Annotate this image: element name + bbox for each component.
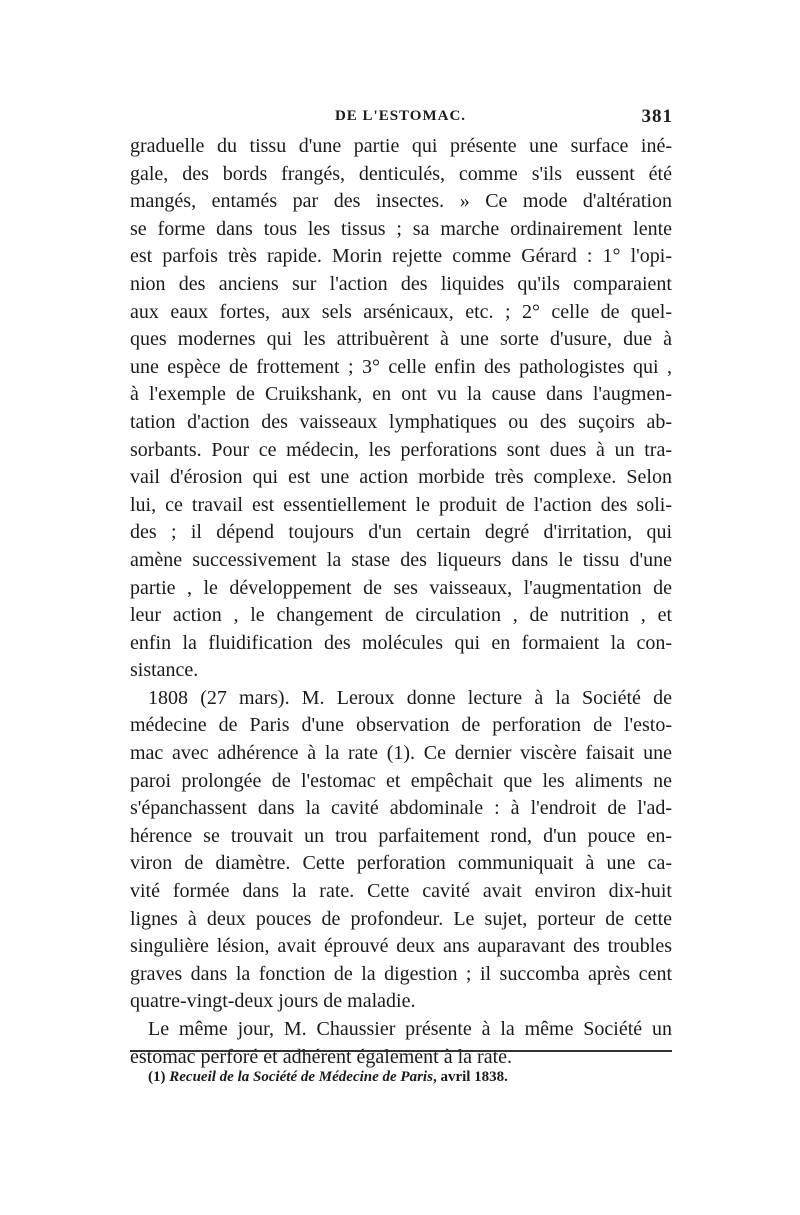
text-line: vail d'érosion qui est une action morbide très complexe. Selon <box>130 466 672 489</box>
text-line: graves dans la fonction de la digestion ; il succomba après cent <box>130 962 672 985</box>
text-line: mangés, entamés par des insectes. » Ce mode d'altération <box>130 190 672 213</box>
text-line: lui, ce travail est essentiellement le produit de l'action des soli- <box>130 493 672 516</box>
text-line: une espèce de frottement ; 3° celle enfin des pathologistes qui , <box>130 355 672 378</box>
text-line: 1808 (27 mars). M. Leroux donne lecture à la Société de <box>148 686 672 709</box>
text-line: lignes à deux pouces de profondeur. Le sujet, porteur de cette <box>130 907 672 930</box>
text-line: enfin la fluidification des molécules qui en formaient la con- <box>130 631 672 654</box>
text-line: des ; il dépend toujours d'un certain degré d'irritation, qui <box>130 521 672 544</box>
footnote-date: , avril 1838. <box>432 1069 508 1085</box>
text-line: viron de diamètre. Cette perforation communiquait à une ca- <box>130 852 672 875</box>
text-line: se forme dans tous les tissus ; sa marche ordinairement lente <box>130 217 672 240</box>
text-line: sorbants. Pour ce médecin, les perforations sont dues à un tra- <box>130 438 672 461</box>
footnote-source-title: Recueil de la Société de Médecine de Paris <box>169 1069 433 1085</box>
text-line: médecine de Paris d'une observation de perforation de l'esto- <box>130 714 672 737</box>
text-line: paroi prolongée de l'estomac et empêchait que les aliments ne <box>130 769 672 792</box>
text-line: Le même jour, M. Chaussier présente à la même Société un <box>148 1018 672 1040</box>
body-text <box>130 133 672 1071</box>
text-line: leur action , le changement de circulation , de nutrition , et <box>130 604 672 627</box>
text-line: tation d'action des vaisseaux lymphatiques ou des suçoirs ab- <box>130 410 672 433</box>
text-line: ques modernes qui les attribuèrent à une sorte d'usure, due à <box>130 328 672 351</box>
text-line: sistance. <box>130 659 199 682</box>
text-line: aux eaux fortes, aux sels arsénicaux, etc. ; 2° celle de quel- <box>130 300 672 323</box>
text-line: vité formée dans la rate. Cette cavité avait environ dix-huit <box>130 880 672 903</box>
text-line: hérence se trouvait un trou parfaitement rond, d'un pouce en- <box>130 824 672 847</box>
footnote <box>148 1069 668 1086</box>
text-line: est parfois très rapide. Morin rejette comme Gérard : 1° l'opi- <box>130 245 672 268</box>
text-line: estomac perforé et adhérent également à la rate. <box>130 1045 513 1068</box>
running-head <box>128 104 673 128</box>
running-title: DE L'ESTOMAC. <box>334 108 467 124</box>
text-line: gale, des bords frangés, denticulés, comme s'ils eussent été <box>130 162 672 185</box>
text-line: graduelle du tissu d'une partie qui présente une surface iné- <box>130 135 672 157</box>
footnote-rule <box>130 1050 672 1052</box>
text-line: à l'exemple de Cruikshank, en ont vu la cause dans l'augmen- <box>130 383 672 406</box>
page-number: 381 <box>641 106 673 127</box>
text-line: nion des anciens sur l'action des liquides qu'ils comparaient <box>130 272 672 295</box>
text-line: mac avec adhérence à la rate (1). Ce dernier viscère faisait une <box>130 742 672 765</box>
text-line: singulière lésion, avait éprouvé deux ans auparavant des troubles <box>130 935 672 958</box>
text-line: partie , le développement de ses vaisseaux, l'augmentation de <box>130 576 672 599</box>
text-line: quatre-vingt-deux jours de maladie. <box>130 990 416 1013</box>
text-line: amène successivement la stase des liqueurs dans le tissu d'une <box>130 548 672 571</box>
footnote-number: (1) <box>148 1069 166 1085</box>
text-line: s'épanchassent dans la cavité abdominale : à l'endroit de l'ad- <box>130 797 672 820</box>
